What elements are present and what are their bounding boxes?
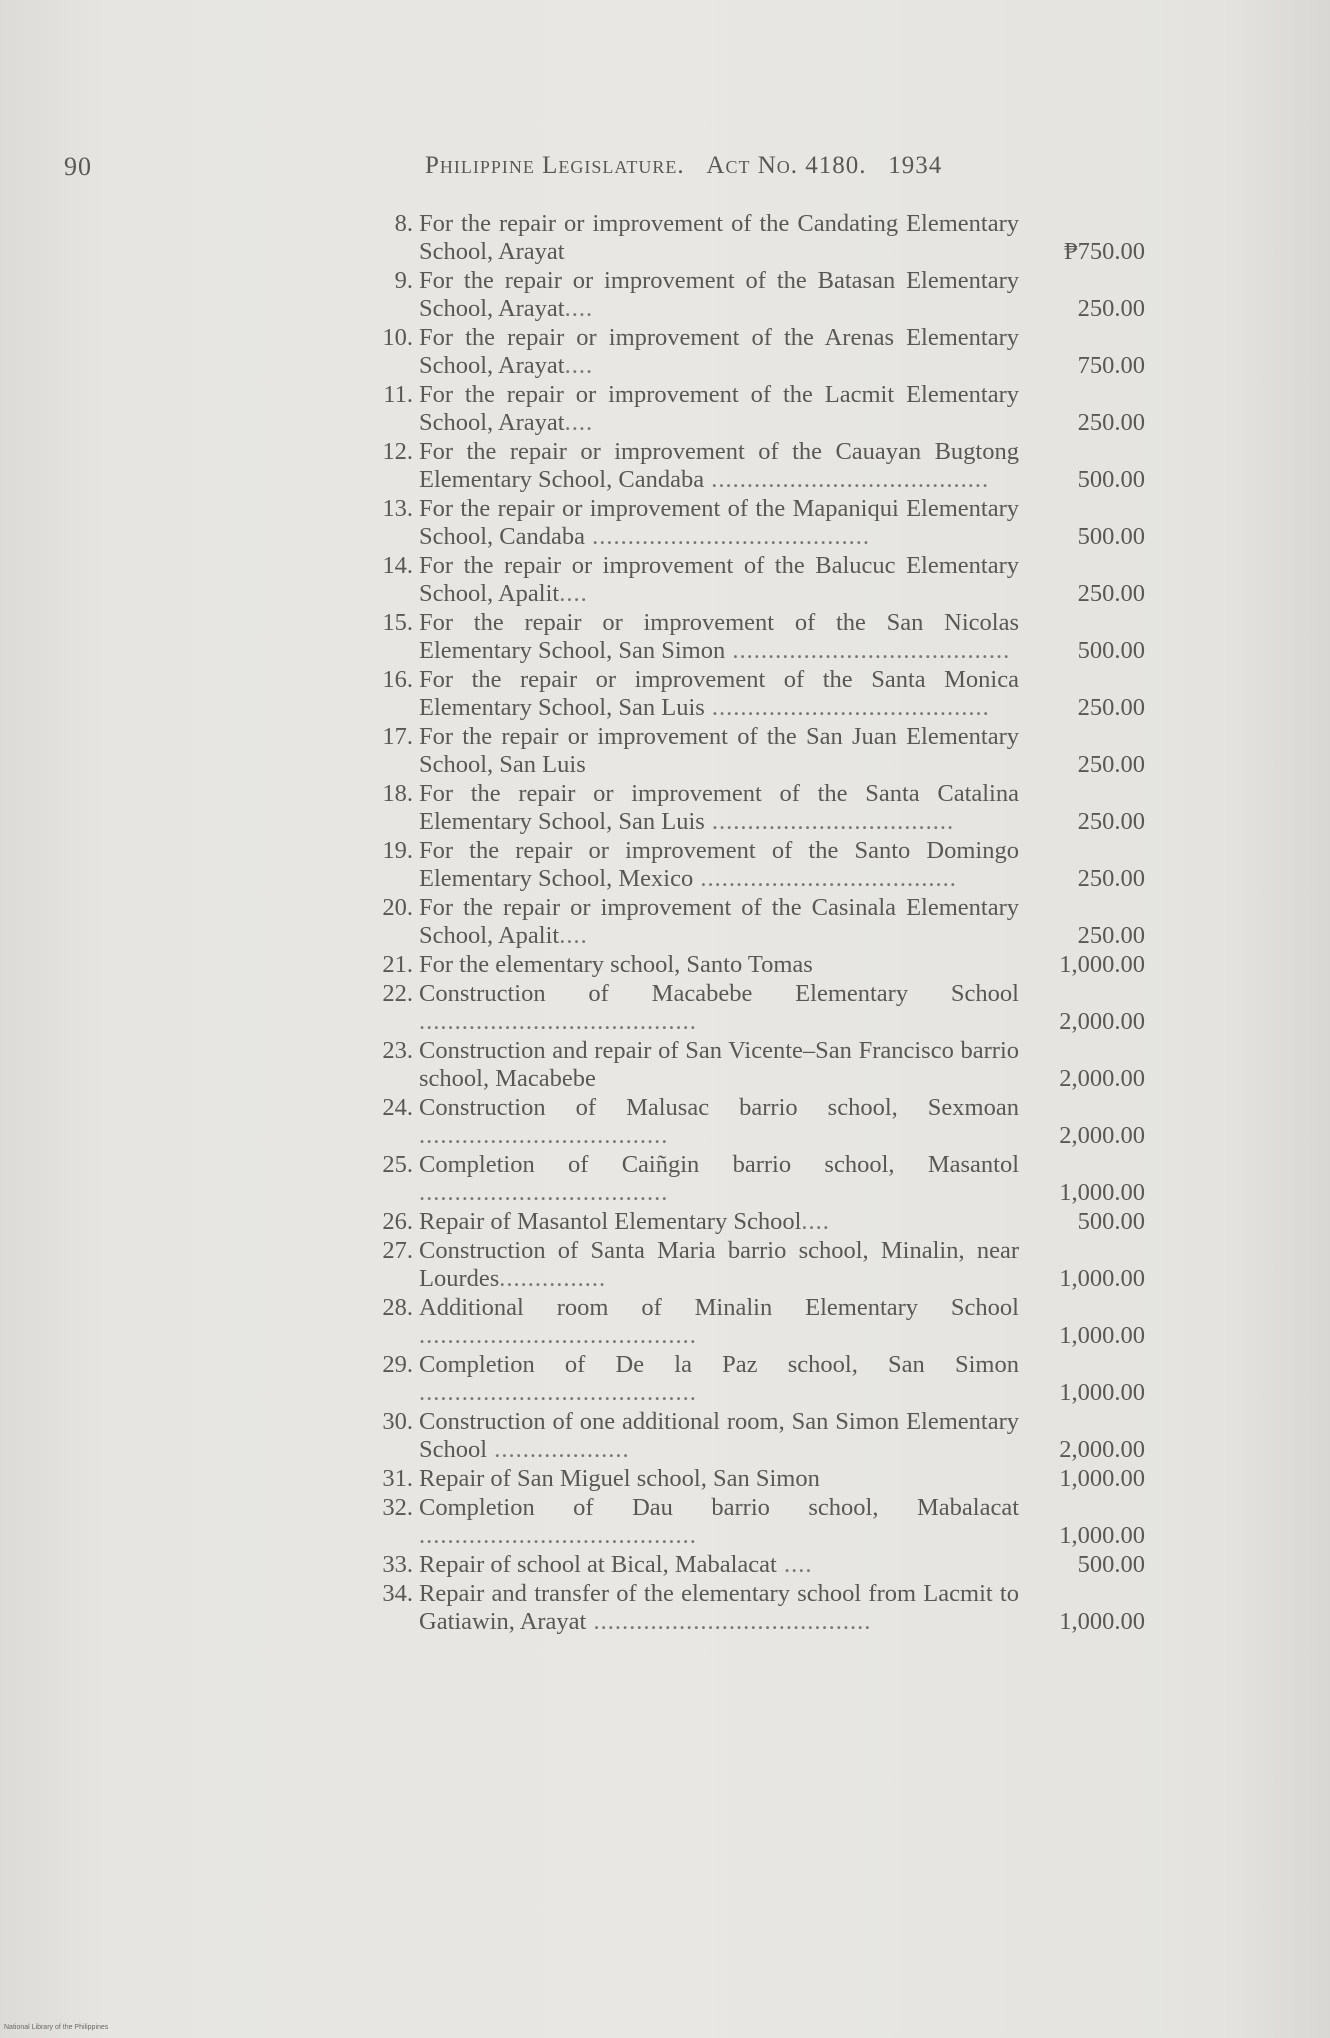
leader-dots: .... [564, 409, 594, 436]
item-text: For the repair or improvement of the San Nicolas Elementary School, San Simon [419, 609, 1019, 664]
list-item [355, 1094, 1155, 1150]
leader-dots: .... [559, 922, 588, 949]
item-description [355, 438, 1019, 494]
item-amount: 500.00 [1077, 1208, 1145, 1235]
list-item [355, 894, 1155, 950]
item-text: Completion of De la Paz school, San Simon [419, 1351, 1019, 1378]
item-text: Construction of one additional room, San Simon Elementary School [419, 1408, 1019, 1463]
item-amount: 250.00 [1077, 580, 1145, 607]
leader-dots: .................................. [704, 808, 955, 835]
item-number: 33. [382, 1551, 413, 1578]
item-amount: 500.00 [1077, 523, 1145, 550]
leader-dots: ................................... [419, 1179, 669, 1206]
item-amount: 250.00 [1077, 751, 1145, 778]
item-number: 8. [394, 210, 413, 237]
leader-dots: .... [776, 1551, 813, 1578]
list-item [355, 1208, 1155, 1236]
item-text: For the elementary school, Santo Tomas [419, 951, 813, 978]
item-text: For the repair or improvement of the Arenas Elementary School, Arayat [419, 324, 1019, 379]
item-text: For the repair or improvement of the San Juan Elementary School, San Luis [419, 723, 1019, 778]
leader-dots: ............... [499, 1265, 607, 1292]
running-head-year: 1934 [888, 152, 943, 179]
list-item [355, 780, 1155, 836]
item-amount: 500.00 [1077, 466, 1145, 493]
list-item [355, 438, 1155, 494]
item-text: For the repair or improvement of the Santa Monica Elementary School, San Luis [419, 666, 1019, 721]
item-number: 14. [382, 552, 413, 579]
item-description [355, 894, 1019, 950]
item-description [355, 210, 1019, 266]
item-number: 12. [382, 438, 413, 465]
item-amount: 250.00 [1077, 295, 1145, 322]
leader-dots: ....................................... [725, 637, 1011, 664]
item-description [355, 980, 1019, 1036]
item-description [355, 780, 1019, 836]
list-item [355, 1580, 1155, 1636]
item-text: For the repair or improvement of the Batasan Elementary School, Arayat [419, 267, 1019, 322]
item-number: 13. [382, 495, 413, 522]
item-amount: 250.00 [1077, 865, 1145, 892]
item-amount: 2,000.00 [1059, 1436, 1145, 1463]
item-text: Repair of Masantol Elementary School [419, 1208, 802, 1235]
item-number: 29. [382, 1351, 413, 1378]
item-text: Construction and repair of San Vicente–San Francisco barrio school, Macabebe [419, 1037, 1019, 1092]
leader-dots: .... [559, 580, 588, 607]
item-description [355, 1494, 1019, 1550]
item-text: For the repair or improvement of the Balucuc Elementary School, Apalit [419, 552, 1019, 607]
item-number: 23. [382, 1037, 413, 1064]
item-text: For the repair or improvement of the Candating Elementary School, Arayat [419, 210, 1019, 265]
item-number: 32. [382, 1494, 413, 1521]
item-description [355, 1551, 1019, 1579]
library-footer-note: National Library of the Philippines [4, 2024, 109, 2031]
item-text: For the repair or improvement of the Santa Catalina Elementary School, San Luis [419, 780, 1019, 835]
item-number: 22. [382, 980, 413, 1007]
item-amount: 750.00 [1077, 352, 1145, 379]
item-description [355, 723, 1019, 779]
appropriation-list [355, 210, 1155, 1637]
list-item [355, 381, 1155, 437]
item-text: For the repair or improvement of the Santo Domingo Elementary School, Mexico [419, 837, 1019, 892]
item-text: For the repair or improvement of the Cauayan Bugtong Elementary School, Candaba [419, 438, 1019, 493]
list-item [355, 723, 1155, 779]
item-text: Completion of Caiñgin barrio school, Masantol [419, 1151, 1019, 1178]
item-text: For the repair or improvement of the Mapaniqui Elementary School, Candaba [419, 495, 1019, 550]
leader-dots: ....................................... [419, 1322, 697, 1349]
item-description [355, 666, 1019, 722]
leader-dots: ................................... [419, 1122, 669, 1149]
item-text: Construction of Malusac barrio school, Sexmoan [419, 1094, 1019, 1121]
item-amount: 2,000.00 [1059, 1122, 1145, 1149]
leader-dots: ....................................... [419, 1522, 697, 1549]
leader-dots: ....................................... [704, 466, 990, 493]
list-item [355, 1237, 1155, 1293]
item-description [355, 495, 1019, 551]
item-description [355, 1351, 1019, 1407]
leader-dots: ................... [487, 1436, 630, 1463]
list-item [355, 210, 1155, 266]
item-amount: 1,000.00 [1059, 1265, 1145, 1292]
list-item [355, 1351, 1155, 1407]
item-amount: ₱750.00 [1063, 238, 1145, 265]
item-number: 18. [382, 780, 413, 807]
item-number: 10. [382, 324, 413, 351]
item-description [355, 1237, 1019, 1293]
item-number: 9. [394, 267, 413, 294]
list-item [355, 1465, 1155, 1493]
item-description [355, 1580, 1019, 1636]
item-number: 34. [382, 1580, 413, 1607]
item-description [355, 1151, 1019, 1207]
item-text: Construction of Macabebe Elementary School [419, 980, 1019, 1007]
list-item [355, 980, 1155, 1036]
item-description [355, 1037, 1019, 1093]
item-amount: 1,000.00 [1059, 1322, 1145, 1349]
list-item [355, 1408, 1155, 1464]
item-number: 27. [382, 1237, 413, 1264]
leader-dots: ....................................... [419, 1379, 697, 1406]
item-description [355, 1208, 1019, 1236]
item-description [355, 1094, 1019, 1150]
leader-dots: .... [564, 352, 594, 379]
list-item [355, 1551, 1155, 1579]
item-number: 16. [382, 666, 413, 693]
list-item [355, 552, 1155, 608]
item-amount: 2,000.00 [1059, 1065, 1145, 1092]
item-number: 19. [382, 837, 413, 864]
running-head [425, 152, 1095, 180]
item-text: For the repair or improvement of the Lacmit Elementary School, Arayat [419, 381, 1019, 436]
list-item [355, 951, 1155, 979]
page-number: 90 [64, 152, 92, 181]
leader-dots: .... [801, 1208, 830, 1235]
item-text: For the repair or improvement of the Casinala Elementary School, Apalit [419, 894, 1019, 949]
list-item [355, 267, 1155, 323]
item-number: 25. [382, 1151, 413, 1178]
list-item [355, 1294, 1155, 1350]
item-number: 31. [382, 1465, 413, 1492]
item-description [355, 1465, 1019, 1493]
item-amount: 1,000.00 [1059, 1465, 1145, 1492]
item-number: 21. [382, 951, 413, 978]
item-number: 30. [382, 1408, 413, 1435]
list-item [355, 495, 1155, 551]
leader-dots: .................................... [693, 865, 957, 892]
item-amount: 1,000.00 [1059, 1179, 1145, 1206]
item-text: Repair of San Miguel school, San Simon [419, 1465, 820, 1492]
item-text: Construction of Santa Maria barrio school, Minalin, near Lourdes [419, 1237, 1019, 1292]
item-amount: 500.00 [1077, 637, 1145, 664]
item-description [355, 1408, 1019, 1464]
item-amount: 250.00 [1077, 694, 1145, 721]
list-item [355, 666, 1155, 722]
item-description [355, 837, 1019, 893]
list-item [355, 1037, 1155, 1093]
item-number: 11. [383, 381, 413, 408]
item-number: 28. [382, 1294, 413, 1321]
list-item [355, 1151, 1155, 1207]
running-head-title: Philippine Legislature. [425, 152, 685, 179]
item-amount: 1,000.00 [1059, 1522, 1145, 1549]
leader-dots: ....................................... [586, 1608, 872, 1635]
item-number: 20. [382, 894, 413, 921]
leader-dots: .... [564, 295, 594, 322]
item-description [355, 267, 1019, 323]
item-description [355, 552, 1019, 608]
item-amount: 1,000.00 [1059, 1608, 1145, 1635]
item-description [355, 381, 1019, 437]
item-amount: 250.00 [1077, 922, 1145, 949]
item-description [355, 609, 1019, 665]
item-amount: 2,000.00 [1059, 1008, 1145, 1035]
item-text: Additional room of Minalin Elementary School [419, 1294, 1019, 1321]
item-description [355, 324, 1019, 380]
item-text: Completion of Dau barrio school, Mabalacat [419, 1494, 1019, 1521]
item-description [355, 951, 1019, 979]
item-number: 17. [382, 723, 413, 750]
item-amount: 500.00 [1077, 1551, 1145, 1578]
leader-dots: ....................................... [419, 1008, 697, 1035]
item-amount: 1,000.00 [1059, 1379, 1145, 1406]
leader-dots: ....................................... [585, 523, 871, 550]
running-head-act: Act No. 4180. [706, 152, 867, 179]
item-amount: 1,000.00 [1059, 951, 1145, 978]
item-number: 15. [382, 609, 413, 636]
list-item [355, 1494, 1155, 1550]
list-item [355, 837, 1155, 893]
item-amount: 250.00 [1077, 409, 1145, 436]
item-number: 24. [382, 1094, 413, 1121]
leader-dots: ....................................... [704, 694, 990, 721]
item-text: Repair and transfer of the elementary school from Lacmit to Gatiawin, Arayat [419, 1580, 1019, 1635]
list-item [355, 324, 1155, 380]
item-description [355, 1294, 1019, 1350]
item-text: Repair of school at Bical, Mabalacat [419, 1551, 777, 1578]
item-amount: 250.00 [1077, 808, 1145, 835]
item-number: 26. [382, 1208, 413, 1235]
list-item [355, 609, 1155, 665]
